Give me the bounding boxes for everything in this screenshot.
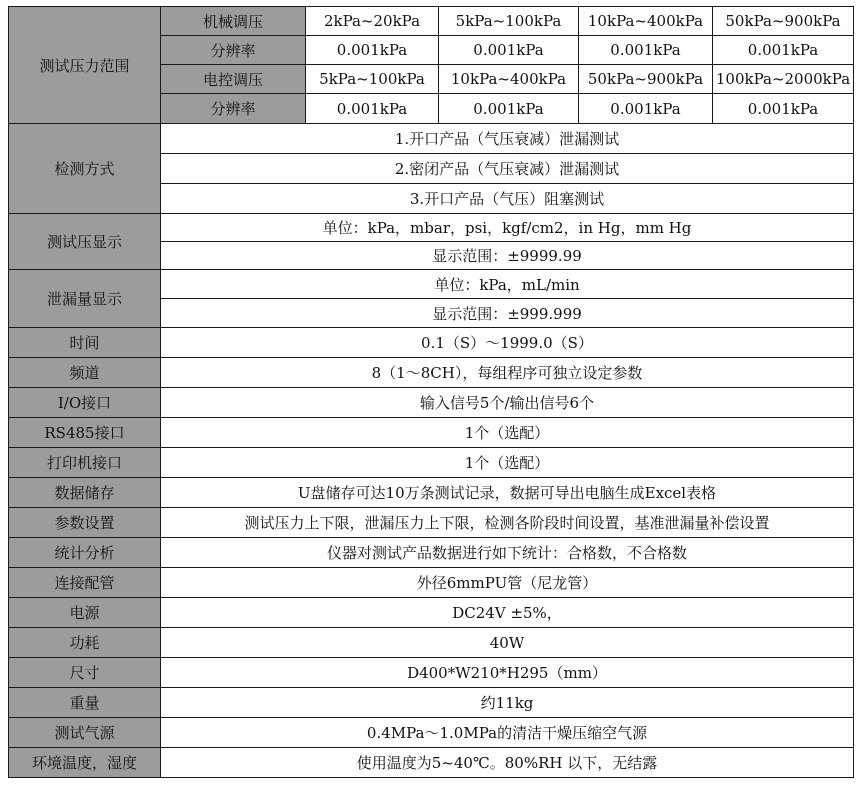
mech-res-2: 0.001kPa [439,36,579,65]
row-label-stats: 统计分析 [9,538,161,568]
row-label-piping: 连接配管 [9,568,161,598]
row-label-power: 电源 [9,598,161,628]
row-value-stats: 仪器对测试产品数据进行如下统计：合格数，不合格数 [161,538,854,568]
elec-range-3: 50kPa~900kPa [579,65,713,94]
table-row [9,508,854,538]
row-value-printer: 1个（选配） [161,448,854,478]
pressure-display-label: 测试压显示 [9,214,161,270]
table-row [9,388,854,418]
table-row [9,124,854,154]
table-row [9,358,854,388]
row-value-piping: 外径6mmPU管（尼龙管） [161,568,854,598]
elec-res-3: 0.001kPa [579,94,713,124]
row-value-air-source: 0.4MPa～1.0MPa的清洁干燥压缩空气源 [161,718,854,748]
detection-item-3: 3.开口产品（气压）阻塞测试 [161,184,854,214]
elec-res-1: 0.001kPa [306,94,439,124]
table-row [9,538,854,568]
elec-label: 电控调压 [161,65,306,94]
row-value-channel: 8（1～8CH），每组程序可独立设定参数 [161,358,854,388]
table-row [9,7,854,36]
table-row [9,478,854,508]
row-value-consumption: 40W [161,628,854,658]
row-value-size: D400*W210*H295（mm） [161,658,854,688]
table-row [9,598,854,628]
row-label-weight: 重量 [9,688,161,718]
table-row [9,418,854,448]
elec-res-2: 0.001kPa [439,94,579,124]
row-label-storage: 数据储存 [9,478,161,508]
row-label-rs485: RS485接口 [9,418,161,448]
mech-range-3: 10kPa~400kPa [579,7,713,36]
mech-label: 机械调压 [161,7,306,36]
row-value-weight: 约11kg [161,688,854,718]
table-row [9,628,854,658]
leak-display-unit: 单位：kPa，mL/min [161,270,854,299]
mech-range-2: 5kPa~100kPa [439,7,579,36]
row-value-storage: U盘储存可达10万条测试记录，数据可导出电脑生成Excel表格 [161,478,854,508]
row-value-power: DC24V ±5%， [161,598,854,628]
detection-item-1: 1.开口产品（气压衰减）泄漏测试 [161,124,854,154]
pressure-range-label: 测试压力范围 [9,7,161,124]
row-label-printer: 打印机接口 [9,448,161,478]
detection-label: 检测方式 [9,124,161,214]
detection-item-2: 2.密闭产品（气压衰减）泄漏测试 [161,154,854,184]
mech-range-4: 50kPa~900kPa [713,7,854,36]
row-value-environment: 使用温度为5~40℃。80%RH 以下，无结露 [161,748,854,778]
row-label-io: I/O接口 [9,388,161,418]
table-row [9,688,854,718]
mech-res-label: 分辨率 [161,36,306,65]
row-label-environment: 环境温度，湿度 [9,748,161,778]
leak-display-label: 泄漏量显示 [9,270,161,328]
row-label-consumption: 功耗 [9,628,161,658]
row-label-params: 参数设置 [9,508,161,538]
mech-range-1: 2kPa~20kPa [306,7,439,36]
mech-res-4: 0.001kPa [713,36,854,65]
row-label-time: 时间 [9,328,161,358]
row-value-io: 输入信号5个/输出信号6个 [161,388,854,418]
row-value-rs485: 1个（选配） [161,418,854,448]
elec-range-4: 100kPa~2000kPa [713,65,854,94]
pressure-display-range: 显示范围：±9999.99 [161,242,854,270]
elec-range-1: 5kPa~100kPa [306,65,439,94]
spec-table [8,6,854,778]
mech-res-1: 0.001kPa [306,36,439,65]
table-row [9,568,854,598]
table-row [9,718,854,748]
table-row [9,328,854,358]
elec-range-2: 10kPa~400kPa [439,65,579,94]
mech-res-3: 0.001kPa [579,36,713,65]
table-row [9,448,854,478]
elec-res-4: 0.001kPa [713,94,854,124]
row-label-air-source: 测试气源 [9,718,161,748]
table-row [9,748,854,778]
row-value-params: 测试压力上下限，泄漏压力上下限，检测各阶段时间设置，基准泄漏量补偿设置 [161,508,854,538]
row-label-size: 尺寸 [9,658,161,688]
table-row [9,270,854,299]
row-label-channel: 频道 [9,358,161,388]
elec-res-label: 分辨率 [161,94,306,124]
table-row [9,214,854,242]
pressure-display-unit: 单位：kPa，mbar，psi，kgf/cm2，in Hg，mm Hg [161,214,854,242]
leak-display-range: 显示范围：±999.999 [161,299,854,328]
table-row [9,658,854,688]
row-value-time: 0.1（S）～1999.0（S） [161,328,854,358]
